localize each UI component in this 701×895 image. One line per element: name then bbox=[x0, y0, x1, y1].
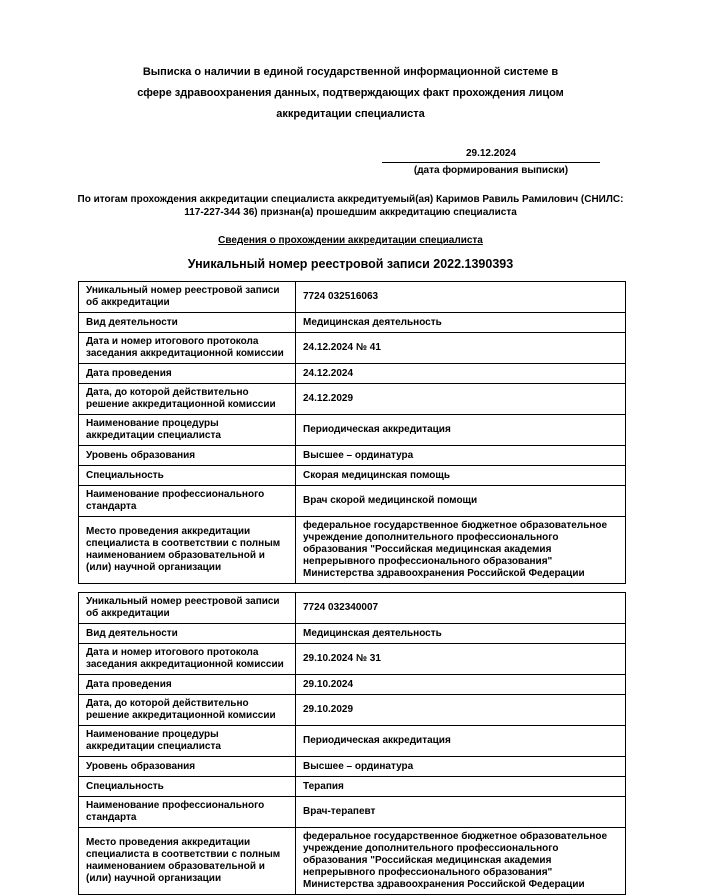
row-label: Специальность bbox=[79, 466, 296, 486]
row-value: Медицинская деятельность bbox=[296, 624, 626, 644]
row-value: Терапия bbox=[296, 777, 626, 797]
row-value: Медицинская деятельность bbox=[296, 313, 626, 333]
row-value: Врач скорой медицинской помощи bbox=[296, 486, 626, 517]
record-number-heading: Уникальный номер реестровой записи 2022.1390393 bbox=[187, 257, 514, 271]
row-label: Дата проведения bbox=[79, 364, 296, 384]
row-value: Скорая медицинская помощь bbox=[296, 466, 626, 486]
row-label: Наименование процедуры аккредитации специалиста bbox=[79, 726, 296, 757]
table-row bbox=[79, 313, 626, 333]
document-title: Выписка о наличии в единой государственной информационной системе в сфере здравоохранения данных, подтверждающих факт прохождения лицом аккредитации специалиста bbox=[137, 66, 564, 120]
table-row bbox=[79, 675, 626, 695]
table-row bbox=[79, 415, 626, 446]
row-value: 29.10.2029 bbox=[296, 695, 626, 726]
accreditation-table-2 bbox=[78, 592, 626, 895]
table-row bbox=[79, 695, 626, 726]
row-value: 24.12.2024 № 41 bbox=[296, 333, 626, 364]
row-label: Вид деятельности bbox=[79, 313, 296, 333]
table-row bbox=[79, 333, 626, 364]
row-value: федеральное государственное бюджетное образовательное учреждение дополнительного профессионального образования "Российская медицинская академия непрерывного профессионального образования" Министерства здравоохранения Российской Федерации bbox=[296, 517, 626, 584]
table-row bbox=[79, 757, 626, 777]
row-value: Периодическая аккредитация bbox=[296, 726, 626, 757]
accreditation-table-1 bbox=[78, 281, 626, 584]
row-value: Высшее – ординатура bbox=[296, 446, 626, 466]
row-label: Наименование процедуры аккредитации специалиста bbox=[79, 415, 296, 446]
row-label: Наименование профессионального стандарта bbox=[79, 486, 296, 517]
row-label: Специальность bbox=[79, 777, 296, 797]
row-value: 24.12.2024 bbox=[296, 364, 626, 384]
row-label: Вид деятельности bbox=[79, 624, 296, 644]
table-row bbox=[79, 828, 626, 895]
table-row bbox=[79, 644, 626, 675]
row-value: Врач-терапевт bbox=[296, 797, 626, 828]
issue-date-caption: (дата формирования выписки) bbox=[413, 165, 569, 176]
row-value: Периодическая аккредитация bbox=[296, 415, 626, 446]
row-label: Дата, до которой действительно решение аккредитационной комиссии bbox=[79, 384, 296, 415]
row-value: федеральное государственное бюджетное образовательное учреждение дополнительного профессионального образования "Российская медицинская академия непрерывного профессионального образования" Министерства здравоохранения Российской Федерации bbox=[296, 828, 626, 895]
row-value: 7724 032516063 bbox=[296, 282, 626, 313]
row-label: Уровень образования bbox=[79, 446, 296, 466]
table-row bbox=[79, 593, 626, 624]
table-row bbox=[79, 517, 626, 584]
row-label: Уровень образования bbox=[79, 757, 296, 777]
row-value: 29.10.2024 bbox=[296, 675, 626, 695]
row-label: Дата проведения bbox=[79, 675, 296, 695]
table-row bbox=[79, 446, 626, 466]
row-value: 29.10.2024 № 31 bbox=[296, 644, 626, 675]
row-value: Высшее – ординатура bbox=[296, 757, 626, 777]
row-label: Дата, до которой действительно решение аккредитационной комиссии bbox=[79, 695, 296, 726]
row-label: Место проведения аккредитации специалиста в соответствии с полным наименованием образовательной и (или) научной организации bbox=[79, 828, 296, 895]
row-label: Дата и номер итогового протокола заседания аккредитационной комиссии bbox=[79, 333, 296, 364]
row-label: Место проведения аккредитации специалиста в соответствии с полным наименованием образовательной и (или) научной организации bbox=[79, 517, 296, 584]
row-label: Уникальный номер реестровой записи об аккредитации bbox=[79, 593, 296, 624]
row-value: 7724 032340007 bbox=[296, 593, 626, 624]
issue-date: 29.12.2024 bbox=[382, 147, 600, 163]
table-row bbox=[79, 797, 626, 828]
table-row bbox=[79, 726, 626, 757]
table-row bbox=[79, 777, 626, 797]
table-row bbox=[79, 466, 626, 486]
table-row bbox=[79, 282, 626, 313]
intro-text: По итогам прохождения аккредитации специалиста аккредитуемый(ая) Каримов Равиль Рамилович (СНИЛС: 117-227-344 36) признан(а) прошедшим аккредитацию специалиста bbox=[77, 194, 624, 218]
row-label: Дата и номер итогового протокола заседания аккредитационной комиссии bbox=[79, 644, 296, 675]
section-title: Сведения о прохождении аккредитации специалиста bbox=[218, 235, 483, 246]
row-label: Наименование профессионального стандарта bbox=[79, 797, 296, 828]
table-row bbox=[79, 384, 626, 415]
row-value: 24.12.2029 bbox=[296, 384, 626, 415]
row-label: Уникальный номер реестровой записи об аккредитации bbox=[79, 282, 296, 313]
table-row bbox=[79, 364, 626, 384]
table-row bbox=[79, 624, 626, 644]
table-row bbox=[79, 486, 626, 517]
issue-date-block bbox=[382, 147, 600, 177]
